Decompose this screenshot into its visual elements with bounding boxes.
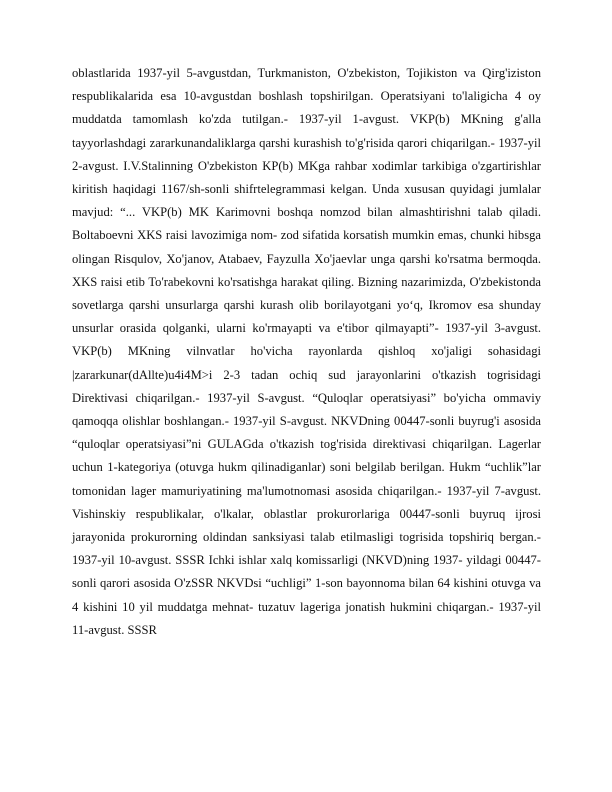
document-page bbox=[72, 62, 541, 642]
body-paragraph: oblastlarida 1937-yil 5-avgustdan, Turkmaniston, O'zbekiston, Tojikiston va Qirg'iziston respublikalarida esa 10-avgustdan boshlash topshirilgan. Operatsiyani to'laligicha 4 oy muddatda tamomlash ko'zda tutilgan.- 1937-yil 1-avgust. VKP(b) MKning g'alla tayyorlashdagi zararkunandaliklarga qarshi kurashish to'g'risida qarori chiqarilgan.- 1937-yil 2-avgust. I.V.Stalinning O'zbekiston KP(b) MKga rahbar xodimlar tarkibiga o'zgartirishlar kiritish haqidagi 1167/sh-sonli shifrtelegrammasi kelgan. Unda xususan quyidagi jumlalar mavjud: “... VKP(b) MK Karimovni boshqa nomzod bilan almashtirishni talab qiladi. Boltaboevni XKS raisi lavozimiga nom- zod sifatida korsatish mumkin emas, chunki hibsga olingan Risqulov, Xo'janov, Atabaev, Fayzulla Xo'jaevlar unga qarshi ko'rsatma bermoqda. XKS raisi etib To'rabekovni ko'rsatishga harakat qiling. Bizning nazarimizda, O'zbekistonda sovetlarga qarshi unsurlarga qarshi kurash olib borilayotgani yo‘q, Ikromov esa shunday unsurlar orasida qolganki, ularni ko'rmayapti va e'tibor qilmayapti”- 1937-yil 3-avgust. VKP(b) MKning vilnvatlar ho'vicha rayonlarda qishloq xo'jaligi sohasidagi |zararkunar(dAllte)u4i4M>i 2-3 tadan ochiq sud jarayonlarini o'tkazish togrisidagi Direktivasi chiqarilgan.- 1937-yil S-avgust. “Quloqlar operatsiyasi” bo'yicha ommaviy qamoqqa olishlar boshlangan.- 1937-yil S-avgust. NKVDning 00447-sonli buyrug'i asosida “quloqlar operatsiyasi”ni GULAGda o'tkazish tog'risida direktivasi chiqarilgan. Lagerlar uchun 1-kategoriya (otuvga hukm qilinadiganlar) soni belgilab berilgan. Hukm “uchlik”lar tomonidan lager mamuriyatining ma'lumotnomasi asosida chiqarilgan.- 1937-yil 7-avgust. Vishinskiy respublikalar, o'lkalar, oblastlar prokurorlariga 00447-sonli buyruq ijrosi jarayonida prokurorning oldindan sanksiyasi talab etilmasligi togrisida topshiriq bergan.- 1937-yil 10-avgust. SSSR Ichki ishlar xalq komissarligi (NKVD)ning 1937- yildagi 00447-sonli qarori asosida O'zSSR NKVDsi “uchligi” 1-son bayonnoma bilan 64 kishini otuvga va 4 kishini 10 yil muddatga mehnat- tuzatuv lageriga jonatish hukmini chiqargan.- 1937-yil 11-avgust. SSSR bbox=[72, 66, 541, 637]
